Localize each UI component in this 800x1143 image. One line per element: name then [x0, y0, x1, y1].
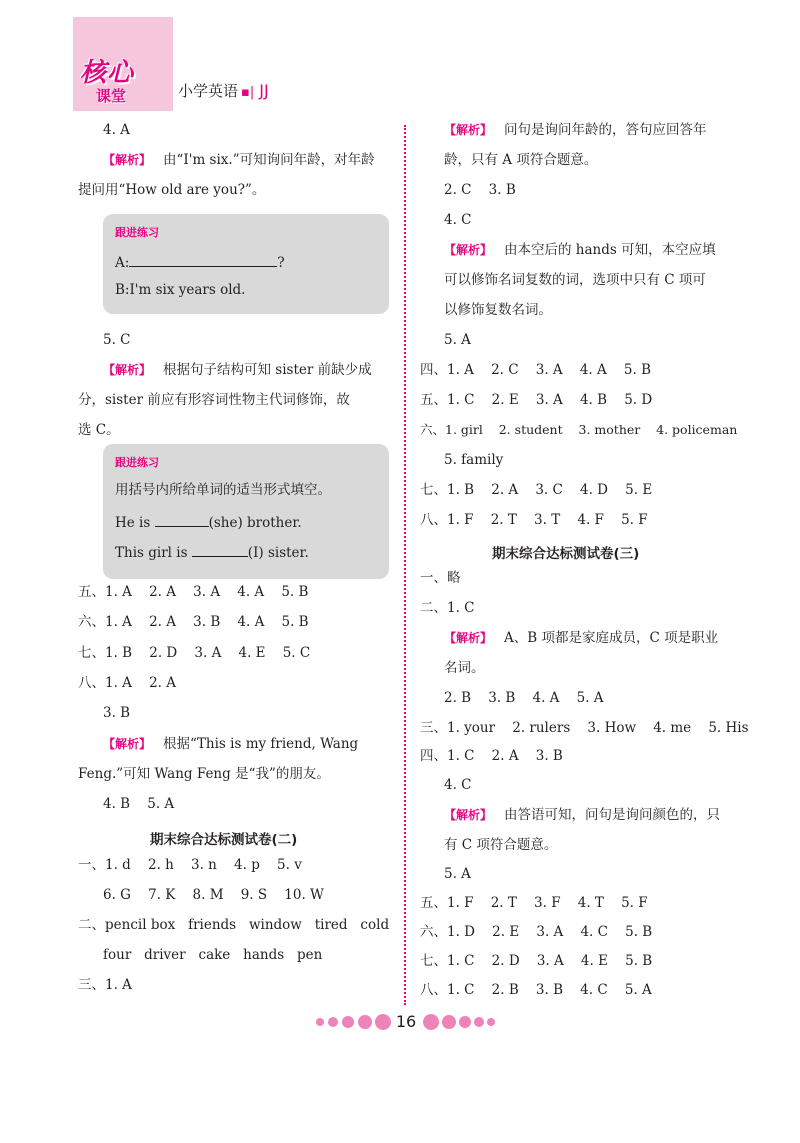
- answer-line: 3. B: [103, 705, 131, 721]
- column-divider: [404, 125, 406, 1005]
- text-line: 选 C。: [78, 422, 120, 438]
- answer-line: 6. G 7. K 8. M 9. S 10. W: [103, 887, 324, 903]
- answer-line: 五、1. A 2. A 3. A 4. A 5. B: [78, 584, 309, 600]
- text-line: 可以修饰名词复数的词，选项中只有 C 项可: [444, 272, 706, 288]
- analysis-line: [444, 632, 718, 646]
- header-subject: [178, 80, 269, 101]
- text-line: 有 C 项符合题意。: [444, 837, 558, 853]
- answer-line: 三、1. A: [78, 977, 132, 993]
- text-line: 龄，只有 A 项符合题意。: [444, 152, 598, 168]
- answer-line: 2. B 3. B 4. A 5. A: [444, 690, 604, 706]
- analysis-text: A、B 项都是家庭成员，C 项是职业: [504, 630, 719, 646]
- analysis-line: [103, 154, 375, 168]
- practice-line: [115, 514, 302, 531]
- dot-decoration: [328, 1017, 338, 1027]
- answer-line: 八、1. A 2. A: [78, 675, 177, 691]
- dot-decoration: [442, 1015, 456, 1029]
- answer-line: 五、1. C 2. E 3. A 4. B 5. D: [420, 392, 653, 408]
- dot-decoration: [459, 1016, 471, 1028]
- answer-line: 一、略: [420, 570, 461, 586]
- sentence-start: This girl is: [115, 545, 192, 561]
- dot-decoration: [487, 1018, 495, 1026]
- sentence-start: He is: [115, 515, 155, 531]
- text-line: 分，sister 前应有形容词性物主代词修饰，故: [78, 392, 350, 408]
- answer-line: 七、1. C 2. D 3. A 4. E 5. B: [420, 953, 653, 969]
- analysis-tag: 【解析】: [444, 123, 493, 137]
- analysis-text: 根据句子结构可知 sister 前缺少成: [163, 362, 372, 378]
- answer-blank: [155, 514, 209, 527]
- subject-label: 小学英语: [178, 82, 239, 100]
- text-line: Feng.”可知 Wang Feng 是“我”的朋友。: [78, 766, 330, 782]
- answer-line: 七、1. B 2. D 3. A 4. E 5. C: [78, 645, 311, 661]
- answer-line: 2. C 3. B: [444, 182, 516, 198]
- practice-question: 用括号内所给单词的适当形式填空。: [115, 482, 331, 498]
- analysis-tag: 【解析】: [103, 363, 152, 377]
- answer-line: 5. A: [444, 866, 471, 882]
- answer-line: 5. A: [444, 332, 471, 348]
- answer-line: 4. A: [103, 122, 130, 138]
- dot-decoration: [342, 1016, 354, 1028]
- dot-decoration: [358, 1015, 372, 1029]
- analysis-line: [103, 738, 358, 752]
- answer-line: 七、1. B 2. A 3. C 4. D 5. E: [420, 482, 653, 498]
- text-line: 名词。: [444, 660, 485, 676]
- dot-decoration: [423, 1014, 439, 1030]
- analysis-tag: 【解析】: [444, 631, 493, 645]
- answer-line: 三、1. your 2. rulers 3. How 4. me 5. His: [420, 720, 749, 736]
- answer-line: 八、1. F 2. T 3. T 4. F 5. F: [420, 512, 648, 528]
- analysis-tag: 【解析】: [103, 153, 152, 167]
- analysis-tag: 【解析】: [444, 808, 493, 822]
- answer-blank: [192, 544, 248, 557]
- logo-title: 核心: [80, 58, 135, 88]
- analysis-line: [444, 809, 720, 823]
- answer-line: 五、1. F 2. T 3. F 4. T 5. F: [420, 895, 648, 911]
- practice-line: B:I'm six years old.: [115, 282, 246, 298]
- dot-decoration: [474, 1017, 484, 1027]
- answer-line: 4. C: [444, 212, 472, 228]
- answer-line: 四、1. C 2. A 3. B: [420, 748, 563, 764]
- analysis-line: [444, 124, 707, 138]
- edition-code: JJ: [259, 81, 269, 100]
- answer-line: 5. C: [103, 332, 131, 348]
- answer-line: 一、1. d 2. h 3. n 4. p 5. v: [78, 857, 302, 873]
- practice-tag: 跟进练习: [115, 456, 159, 469]
- practice-tag: 跟进练习: [115, 226, 159, 239]
- dot-decoration: [375, 1014, 391, 1030]
- analysis-tag: 【解析】: [444, 243, 493, 257]
- answer-line: 四、1. A 2. C 3. A 4. A 5. B: [420, 362, 652, 378]
- analysis-text: 由答语可知，问句是询问颜色的，只: [504, 807, 721, 823]
- analysis-line: [103, 364, 372, 378]
- page-number: 16: [395, 1012, 417, 1031]
- dialog-a-prefix: A:: [115, 255, 130, 271]
- answer-line: 二、pencil box friends window tired cold: [78, 917, 390, 933]
- practice-line: [115, 254, 285, 271]
- analysis-text: 根据“This is my friend, Wang: [163, 736, 359, 752]
- header-separator: ▪|: [241, 85, 255, 100]
- answer-line: 二、1. C: [420, 600, 475, 616]
- analysis-line: [444, 244, 716, 258]
- analysis-text: 由本空后的 hands 可知，本空应填: [504, 242, 716, 258]
- dialog-a-suffix: ?: [277, 255, 285, 271]
- sentence-end: (I) sister.: [247, 545, 309, 561]
- answer-line: 5. family: [444, 452, 504, 468]
- section-title: 期末综合达标测试卷(三): [492, 546, 640, 562]
- analysis-text: 问句是询问年龄的，答句应回答年: [504, 122, 707, 138]
- logo-subtitle: 课堂: [96, 87, 127, 105]
- sentence-end: (she) brother.: [208, 515, 302, 531]
- answer-line: 4. B 5. A: [103, 796, 175, 812]
- answer-line: 六、1. A 2. A 3. B 4. A 5. B: [78, 614, 309, 630]
- analysis-text: 由“I'm six.”可知询问年龄，对年龄: [163, 152, 375, 168]
- answer-line: 六、1. D 2. E 3. A 4. C 5. B: [420, 924, 653, 940]
- answer-line: 4. C: [444, 777, 472, 793]
- analysis-tag: 【解析】: [103, 737, 152, 751]
- text-line: 提问用“How old are you?”。: [78, 182, 266, 198]
- answer-line: 六、1. girl 2. student 3. mother 4. policeman: [420, 422, 738, 437]
- practice-line: [115, 544, 309, 561]
- section-title: 期末综合达标测试卷(二): [150, 832, 298, 848]
- dot-decoration: [316, 1018, 324, 1026]
- answer-line: 八、1. C 2. B 3. B 4. C 5. A: [420, 982, 652, 998]
- text-line: 以修饰复数名词。: [444, 302, 552, 318]
- answer-line: four driver cake hands pen: [103, 947, 323, 963]
- answer-blank: [129, 254, 277, 267]
